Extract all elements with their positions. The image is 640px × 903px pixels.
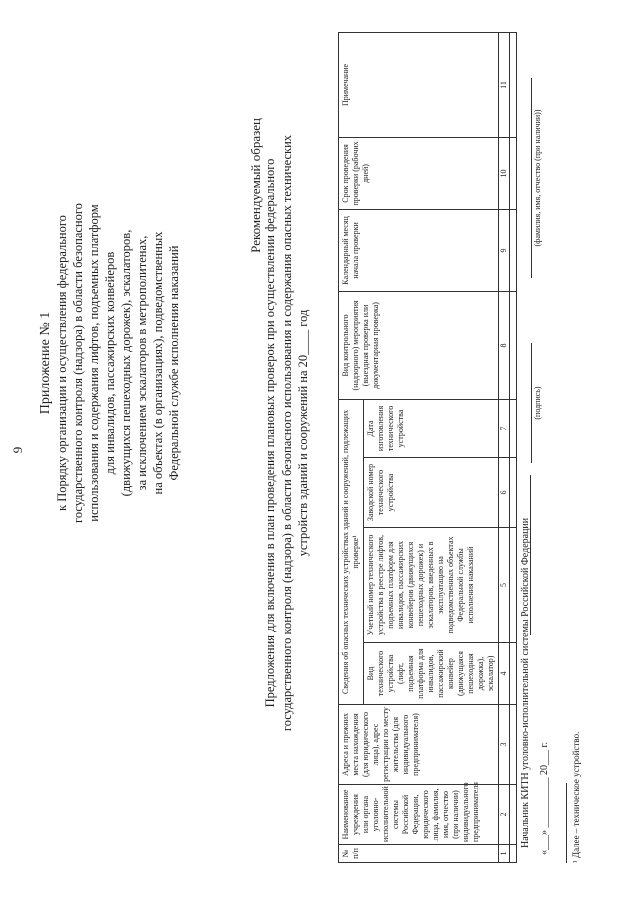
header-cell: № п/п — [339, 845, 499, 863]
column-number: 11 — [499, 32, 510, 137]
signature-caption: (подпись) — [531, 343, 542, 463]
empty-row — [510, 32, 517, 862]
column-number: 3 — [499, 705, 510, 785]
header-cell: Вид технического устройства (лифт, подъемная платформа для инвалидов, пассажирский конвейер (движущаяся пешеходная дорожка), эскалатор) — [364, 643, 499, 705]
empty-cell — [510, 32, 517, 137]
header-cell: Наименование учреждения или органа уголовно-исполнительной системы Российской Федерации, юридического лица, фамилия, имя, отчество (при наличии) индивидуального предпринимателя — [339, 785, 499, 845]
empty-cell — [510, 137, 517, 209]
footnote: ¹ Далее – техническое устройство. — [571, 731, 581, 863]
appendix-line: к Порядку организации и осуществления федерального — [55, 215, 69, 511]
footnote-divider — [566, 783, 567, 863]
appendix-line: государственного контроля (надзора) в области безопасного — [71, 203, 85, 523]
appendix-line: для инвалидов, пассажирских конвейеров — [103, 251, 117, 475]
appendix-line: использования и содержания лифтов, подъемных платформ — [87, 204, 101, 522]
document-title — [262, 33, 312, 833]
empty-cell — [510, 643, 517, 705]
empty-cell — [510, 705, 517, 785]
header-cell: Адреса и прежних места нахождения (для юридического лица), адрес регистрации по месту жительства (для индивидуального предпринимателя) — [339, 705, 499, 785]
appendix-line: за исключением эскалаторов в метрополитенах, — [135, 235, 149, 491]
empty-cell — [510, 528, 517, 643]
empty-cell — [510, 399, 517, 457]
header-cell: Срок проведения проверки (рабочих дней) — [339, 137, 499, 209]
column-number: 8 — [499, 291, 510, 399]
column-number: 10 — [499, 137, 510, 209]
column-number: 1 — [499, 845, 510, 863]
appendix-line: на объектах (в организациях), подведомственных — [151, 231, 165, 495]
recommended-sample-label: Рекомендуемый образец — [248, 118, 263, 253]
appendix-block — [38, 83, 182, 643]
appendix-line: (движущихся пешеходных дорожек), эскалаторов, — [119, 229, 133, 497]
header-row — [339, 32, 364, 862]
column-number: 5 — [499, 528, 510, 643]
column-number: 2 — [499, 785, 510, 845]
header-cell: Учетный номер технического устройства в реестре лифтов, подъемных платформ для инвалидов, пассажирских конвейеров (движущихся пешеходных дорожек) и эскалаторов, введенных в эксплуатацию на подведомственных объектах Федеральной службы исполнения наказаний — [364, 528, 499, 643]
header-cell: Календарный месяц начала проверки — [339, 209, 499, 291]
column-number-row — [499, 32, 510, 862]
column-number: 7 — [499, 399, 510, 457]
header-cell: Дата изготовления технического устройства — [364, 399, 499, 457]
column-number: 9 — [499, 209, 510, 291]
empty-cell — [510, 291, 517, 399]
empty-cell — [510, 785, 517, 845]
chief-underline — [530, 475, 531, 635]
empty-cell — [510, 458, 517, 528]
title-line: устройств зданий и сооружений на 20____ год — [296, 309, 310, 557]
column-number: 6 — [499, 458, 510, 528]
header-cell: Примечание — [339, 32, 499, 137]
empty-cell — [510, 845, 517, 863]
title-line: Предложения для включения в план проведения плановых проверок при осуществлении федерального — [263, 158, 277, 708]
proposals-table — [338, 32, 517, 863]
date-line: «___» __________ 20___ г. — [539, 742, 550, 855]
title-line: государственного контроля (надзора) в области безопасного использования и содержания опасных технических — [279, 134, 294, 732]
appendix-heading: Приложение № 1 — [38, 311, 53, 415]
appendix-line: Федеральной службе исполнения наказаний — [167, 245, 181, 481]
header-group-cell: Сведения об опасных технических устройствах зданий и сооружений, подлежащих проверке¹ — [339, 399, 364, 704]
fio-caption: (фамилия, имя, отчество (при наличии)) — [531, 78, 542, 278]
header-cell: Вид контрольного (надзорного) мероприятия (выездная проверка или документарная проверка) — [339, 291, 499, 399]
header-cell: Заводской номер технического устройства — [364, 458, 499, 528]
empty-cell — [510, 209, 517, 291]
page-number: 9 — [10, 446, 25, 454]
column-number: 4 — [499, 643, 510, 705]
chief-title: Начальник КИТН уголовно-исполнительной системы Российской Федерации — [520, 517, 531, 848]
